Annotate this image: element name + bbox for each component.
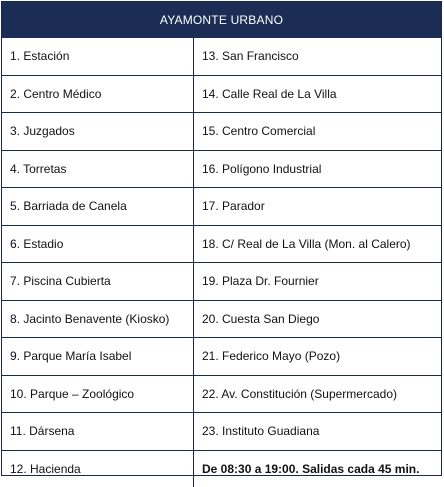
- stop-cell: 17. Parador: [194, 188, 442, 226]
- stop-cell: 1. Estación: [2, 38, 194, 75]
- table-row: [2, 450, 441, 487]
- stop-cell: 10. Parque – Zoológico: [2, 375, 194, 413]
- table-header: AYAMONTE URBANO: [2, 2, 441, 38]
- table-row: [2, 75, 441, 113]
- stop-cell: 20. Cuesta San Diego: [194, 300, 442, 338]
- table-row: [2, 413, 441, 451]
- stop-cell: 22. Av. Constitución (Supermercado): [194, 375, 442, 413]
- table-row: [2, 113, 441, 151]
- stop-cell: 11. Dársena: [2, 413, 194, 451]
- table-row: [2, 150, 441, 188]
- stop-cell: 3. Juzgados: [2, 113, 194, 151]
- table-row: [2, 188, 441, 226]
- schedule-note: De 08:30 a 19:00. Salidas cada 45 min.: [194, 450, 442, 487]
- table-row: [2, 38, 441, 75]
- stop-cell: 9. Parque María Isabel: [2, 338, 194, 376]
- stop-cell: 15. Centro Comercial: [194, 113, 442, 151]
- stop-cell: 18. C/ Real de La Villa (Mon. al Calero): [194, 225, 442, 263]
- stop-cell: 6. Estadio: [2, 225, 194, 263]
- table-row: [2, 300, 441, 338]
- stop-cell: 2. Centro Médico: [2, 75, 194, 113]
- table-row: [2, 375, 441, 413]
- schedule-table: [1, 1, 442, 476]
- stop-cell: 23. Instituto Guadiana: [194, 413, 442, 451]
- stop-cell: 12. Hacienda: [2, 450, 194, 487]
- stop-cell: 14. Calle Real de La Villa: [194, 75, 442, 113]
- stop-cell: 19. Plaza Dr. Fournier: [194, 263, 442, 301]
- stop-cell: 13. San Francisco: [194, 38, 442, 75]
- stop-cell: 16. Polígono Industrial: [194, 150, 442, 188]
- stop-cell: 21. Federico Mayo (Pozo): [194, 338, 442, 376]
- stop-cell: 8. Jacinto Benavente (Kiosko): [2, 300, 194, 338]
- stop-cell: 5. Barriada de Canela: [2, 188, 194, 226]
- stop-cell: 7. Piscina Cubierta: [2, 263, 194, 301]
- table-row: [2, 263, 441, 301]
- stops-table: [2, 38, 441, 487]
- table-row: [2, 338, 441, 376]
- stop-cell: 4. Torretas: [2, 150, 194, 188]
- table-row: [2, 225, 441, 263]
